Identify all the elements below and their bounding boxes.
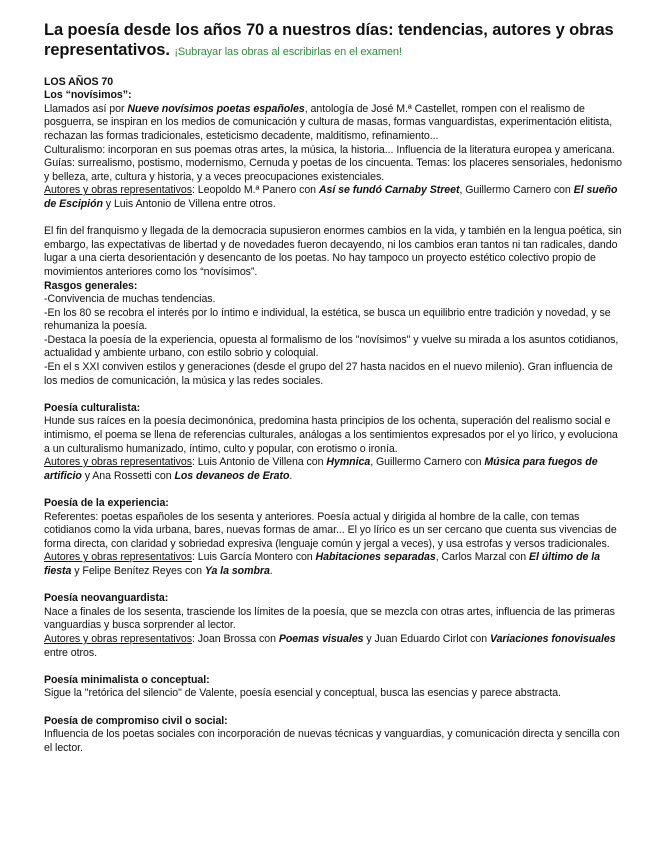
authors-neovanguardista: Autores y obras representativos: Joan Brossa con Poemas visuales y Juan Eduardo Cirlot con Variaciones fonovisuales entre otros. [44, 632, 616, 659]
paragraph-compromiso: Influencia de los poetas sociales con incorporación de nuevas técnicas y vanguardias, y comunicación directa y sencilla con el lector. [44, 728, 620, 754]
section-heading-experiencia: Poesía de la experiencia: [44, 497, 169, 509]
spacer [44, 388, 624, 402]
authors-label: Autores y obras representativos [44, 551, 193, 564]
title-note: ¡Subrayar las obras al escribirlas en el examen! [174, 46, 402, 58]
paragraph-novisimos: Llamados así por Nueve novísimos poetas españoles, antología de José M.ª Castellet, rompen con el realismo de posguerra, se inspiran en los medios de comunicación y cultura de masas, formas vanguardistas, experimentación elitista, rechazan las formas tradicionales, esteticismo decadente, malditismo, refinamiento... [44, 102, 613, 142]
authors-label: Autores y obras representativos [44, 456, 193, 469]
list-item: -En el s XXI conviven estilos y generaciones (desde el grupo del 27 hasta nacidos en el nuevo milenio). Gran influencia de los medios de comunicación, la música y las redes sociales. [44, 361, 613, 387]
list-item: -En los 80 se recobra el interés por lo íntimo e individual, la estética, se busca un equilibrio entre tradición y novedad, y se rehumaniza la poesía. [44, 306, 611, 333]
spacer [44, 62, 624, 76]
paragraph-experiencia: Referentes: poetas españoles de los sesenta y anteriores. Poesía actual y dirigida al hombre de la calle, con temas cotidianos como la vida urbana, bares, nuevas formas de amar... El yo lírico es un ser cercano que cuenta sus vivencias de forma directa, con claridad y sobriedad expresiva (lenguaje común y jergal a veces), y usa estrofas y versos tradicionales. [44, 510, 617, 550]
work-title: Variaciones fonovisuales [489, 632, 616, 645]
paragraph-intro: El fin del franquismo y llegada de la democracia supusieron enormes cambios en la vida, y también en la lengua poética, sin embargo, las expectativas de libertad y de novedades fueron decayendo, ni los cambios eran tantos ni tan radicales, dando lugar a una cierta desorientación y desencanto de los poetas. No hay tampoco un proyecto estético colectivo propio de movimientos anteriores como los “novísimos”. [44, 225, 622, 278]
page-title [44, 20, 624, 62]
list-item: -Destaca la poesía de la experiencia, opuesta al formalismo de los "novísimos" y vuelve su mirada a los asuntos cotidianos, actualidad y ambiente urbano, con estilo sobrio y coloquial. [44, 333, 619, 360]
document-body [44, 76, 624, 756]
work-title: Hymnica [326, 456, 371, 469]
work-title: Música para fuegos de artificio [44, 456, 598, 482]
subheading-novisimos: Los “novísimos”: [44, 89, 132, 102]
authors-culturalista: Autores y obras representativos: Luis Antonio de Villena con Hymnica, Guillermo Carnero con Música para fuegos de artificio y Ana Rossetti con Los devaneos de Erato. [44, 456, 598, 482]
spacer [44, 660, 624, 674]
paragraph-culturalismo: Culturalismo: incorporan en sus poemas otras artes, la música, la historia... Influencia de la literatura europea y americana. Guías: surrealismo, postismo, modernismo, Cernuda y poetas de los cincuenta. Temas: los placeres sensoriales, hedonismo y belleza, arte, cultura y historia, y a veces preocupaciones existenciales. [44, 143, 622, 183]
spacer [44, 483, 624, 497]
section-heading-neovanguardista: Poesía neovanguardista: [44, 592, 169, 605]
work-title: Nueve novísimos poetas españoles [127, 102, 305, 115]
spacer [44, 701, 624, 715]
spacer [44, 579, 624, 593]
authors-label: Autores y obras representativos [44, 184, 193, 197]
work-title: El último de la fiesta [44, 551, 601, 577]
authors-label: Autores y obras representativos [44, 632, 193, 645]
spacer [44, 212, 624, 226]
authors-experiencia: Autores y obras representativos: Luis García Montero con Habitaciones separadas, Carlos Marzal con El último de la fiesta y Felipe Benítez Reyes con Ya la sombra. [44, 551, 601, 577]
paragraph-culturalista: Hunde sus raíces en la poesía decimonónica, predomina hasta principios de los ochenta, superación del realismo social e intimismo, el poema se llena de referencias culturales, análogas a los sentimientos expresados por el yo lírico, y evoluciona a un culturalismo humanizado, íntimo, culto y popular, con erotismo o ironía. [44, 415, 618, 455]
work-title: Los devaneos de Erato [174, 469, 290, 482]
paragraph-minimalista: Sigue la "retórica del silencio" de Valente, poesía esencial y conceptual, busca las esencias y parece abstracta. [44, 687, 561, 700]
list-item: -Convivencia de muchas tendencias. [44, 293, 216, 306]
work-title: El sueño de Escipión [44, 184, 618, 210]
title-main: La poesía desde los años 70 a nuestros días: tendencias, autores y obras representativos. [44, 21, 614, 59]
subheading-rasgos: Rasgos generales: [44, 279, 138, 292]
work-title: Ya la sombra [204, 564, 270, 577]
work-title: Así se fundó Carnaby Street [318, 184, 460, 197]
work-title: Habitaciones separadas [315, 551, 436, 564]
section-heading-minimalista: Poesía minimalista o conceptual: [44, 673, 210, 686]
work-title: Poemas visuales [278, 632, 364, 645]
paragraph-neovanguardista: Nace a finales de los sesenta, trasciende los límites de la poesía, que se mezcla con otras artes, influencia de las primeras vanguardias y busca sorprender al lector. [44, 605, 615, 632]
authors-novisimos: Autores y obras representativos: Leopoldo M.ª Panero con Así se fundó Carnaby Street, Guillermo Carnero con El sueño de Escipión y Luis Antonio de Villena entre otros. [44, 184, 618, 210]
section-heading-compromiso: Poesía de compromiso civil o social: [44, 714, 228, 727]
section-heading-culturalista: Poesía culturalista: [44, 401, 141, 414]
section-heading-70s: LOS AÑOS 70 [44, 75, 114, 88]
